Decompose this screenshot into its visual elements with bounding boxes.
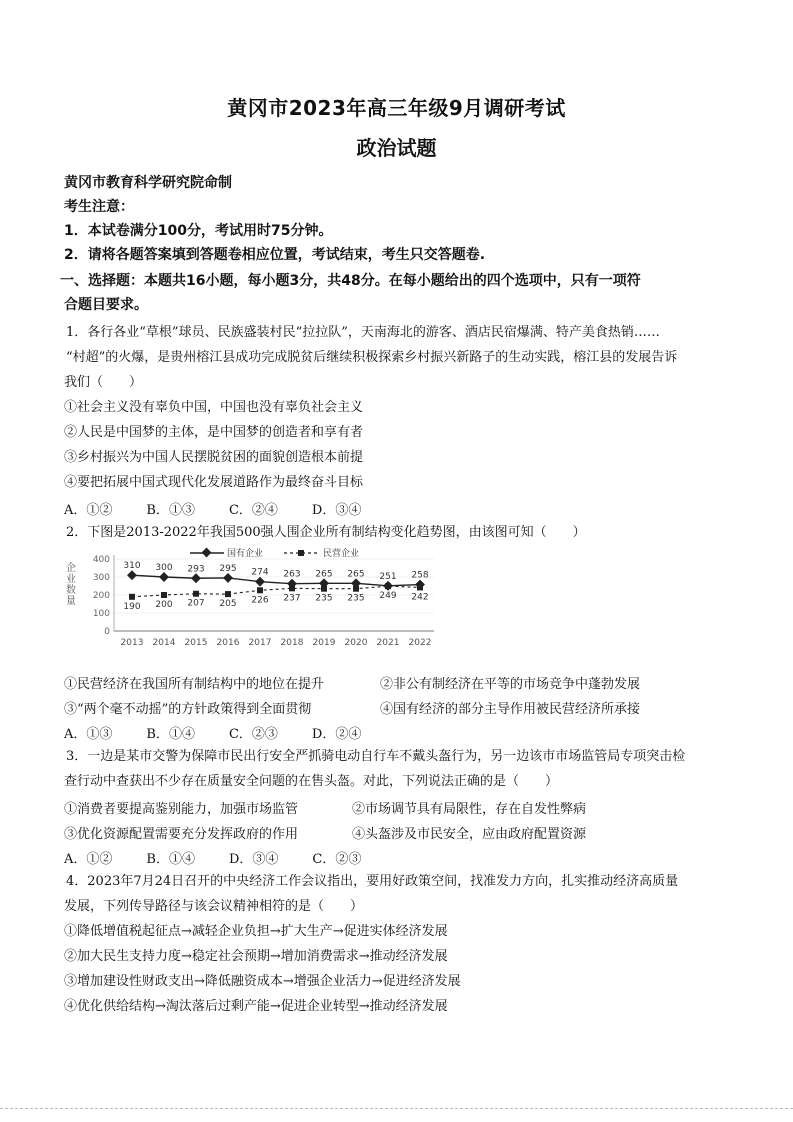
y-tick-label: 300 [92, 573, 110, 583]
q2-stem: 2．下图是2013-2022年我国500强人围企业所有制结构变化趋势图，由该图可知（ ） [66, 525, 586, 540]
q3-choices [64, 848, 395, 867]
y-tick-label: 200 [92, 591, 110, 601]
data-label-state: 265 [315, 569, 333, 580]
data-label-state: 274 [251, 567, 269, 578]
q1-stem-line-3: 我们（ ） [64, 375, 143, 390]
data-label-state: 310 [123, 561, 141, 572]
q3-statements-row-2 [64, 823, 587, 842]
y-axis-label-char: 数 [66, 585, 76, 596]
data-label-private: 235 [347, 593, 365, 604]
q2-choice-d[interactable]: D．②④ [311, 727, 362, 742]
ownership-trend-chart [64, 545, 444, 650]
q1-statement-3: ③乡村振兴为中国人民摆脱贫困的面貌创造根本前提 [64, 450, 364, 465]
q1-choice-c[interactable]: C．②④ [228, 503, 278, 518]
q2-statements-row-2 [64, 698, 641, 717]
data-label-state: 251 [379, 571, 397, 582]
q3-statement-1: ①消费者要提高鉴别能力，加强市场监管 [64, 802, 299, 817]
section-heading-line-1: 一、选择题：本题共16小题，每小题3分，共48分。在每小题给出的四个选项中，只有一项符 [60, 273, 641, 289]
point-state [223, 573, 233, 583]
q3-choice-b[interactable]: B．①④ [146, 852, 195, 867]
data-label-private: 205 [219, 599, 237, 610]
q3-choice-c[interactable]: C．②③ [312, 852, 362, 867]
q3-statement-2: ②市场调节具有局限性，存在自发性弊病 [352, 802, 587, 817]
x-tick-label: 2015 [184, 638, 208, 648]
data-label-state: 300 [155, 563, 173, 573]
q1-statement-4: ④要把拓展中国式现代化发展道路作为最终奋斗目标 [64, 475, 364, 490]
y-tick-label: 400 [92, 555, 110, 565]
data-label-private: 249 [379, 591, 397, 602]
q4-stem-line-2: 发展，下列传导路径与该会议精神相符的是（ ） [64, 899, 364, 914]
x-tick-label: 2022 [408, 638, 432, 648]
data-label-private: 207 [187, 598, 205, 609]
notice-item-1: 1．本试卷满分100分，考试用时75分钟。 [64, 223, 333, 239]
q4-stem-line-1: 4．2023年7月24日召开的中央经济工作会议指出，要用好政策空间，找准发力方向，扎实推动经济高质量 [66, 874, 679, 889]
x-tick-label: 2021 [376, 638, 400, 648]
x-tick-label: 2017 [248, 638, 272, 648]
data-label-private: 226 [251, 595, 269, 606]
q3-stem-line-2: 查行动中查获出不少存在质量安全问题的在售头盔。对此，下列说法正确的是（ ） [64, 774, 559, 789]
q1-choice-b[interactable]: B．①③ [146, 503, 195, 518]
q3-stem-line-1: 3．一边是某市交警为保障市民出行安全严抓骑电动自行车不戴头盔行为，另一边该市市场监管局专项突击检 [66, 749, 686, 764]
point-private [257, 587, 263, 593]
legend-label-private: 民营企业 [323, 549, 360, 559]
subject-title: 政治试题 [356, 136, 437, 160]
point-state [159, 572, 169, 582]
point-private [193, 591, 199, 597]
q1-stem-line-2: “村超”的火爆，是贵州榕江县成功完成脱贫后继续积极探索乡村振兴新路子的生动实践，榕江县的发展告诉 [66, 350, 678, 365]
x-tick-label: 2019 [312, 638, 336, 648]
legend-marker-private [298, 550, 304, 556]
y-tick-label: 100 [92, 609, 110, 619]
q2-statement-1: ①民营经济在我国所有制结构中的地位在提升 [64, 677, 325, 692]
q3-statements-row-1 [64, 798, 587, 817]
legend-marker-state [202, 548, 212, 558]
q1-statement-2: ②人民是中国梦的主体，是中国梦的创造者和享有者 [64, 425, 364, 440]
legend-label-state: 国有企业 [227, 549, 264, 559]
q1-statement-1: ①社会主义没有辜负中国，中国也没有辜负社会主义 [64, 400, 364, 415]
point-private [417, 584, 423, 590]
point-private [161, 592, 167, 598]
point-private [289, 585, 295, 591]
q2-choice-b[interactable]: B．①④ [146, 727, 195, 742]
q2-statement-4: ④国有经济的部分主导作用被民营经济所承接 [380, 702, 641, 717]
q2-statement-3: ③“两个毫不动摇”的方针政策得到全面贯彻 [64, 702, 312, 717]
q2-choices [64, 723, 395, 742]
data-label-private: 190 [123, 601, 141, 612]
section-heading-line-2: 合题目要求。 [64, 297, 148, 313]
point-private [321, 586, 327, 592]
point-private [225, 591, 231, 597]
q4-path-3: ③增加建设性财政支出→降低融资成本→增强企业活力→促进经济发展 [64, 974, 461, 989]
data-label-private: 235 [315, 593, 333, 604]
point-private [385, 583, 391, 589]
q2-choice-a[interactable]: A．①③ [64, 727, 113, 742]
x-tick-label: 2020 [344, 638, 368, 648]
x-tick-label: 2013 [120, 638, 144, 648]
y-tick-label: 0 [104, 627, 110, 637]
data-label-private: 200 [155, 600, 173, 610]
point-state [255, 577, 265, 587]
y-axis-label-char: 业 [66, 574, 76, 585]
q4-path-2: ②加大民生支持力度→稳定社会预期→增加消费需求→推动经济发展 [64, 949, 448, 964]
q1-choice-a[interactable]: A．①② [64, 503, 113, 518]
q4-path-1: ①降低增值税起征点→减轻企业负担→扩大生产→促进实体经济发展 [64, 924, 448, 939]
x-tick-label: 2016 [216, 638, 240, 648]
exam-title: 黄冈市2023年高三年级9月调研考试 [227, 96, 566, 120]
x-tick-label: 2014 [152, 638, 176, 648]
q2-statements-row-1 [64, 673, 641, 692]
issuer-line: 黄冈市教育科学研究院命制 [64, 175, 232, 191]
data-label-state: 295 [219, 563, 237, 574]
x-tick-label: 2018 [280, 638, 304, 648]
q1-choice-d[interactable]: D．③④ [311, 503, 362, 518]
q1-stem-line-1: 1．各行各业“草根”球员、民族盛装村民“拉拉队”，天南海北的游客、酒店民宿爆满、特产美食热销…… [66, 325, 660, 340]
q4-path-4: ④优化供给结构→淘汰落后过剩产能→促进企业转型→推动经济发展 [64, 999, 448, 1014]
page-bottom-rule [0, 1108, 793, 1109]
data-label-state: 258 [411, 570, 429, 581]
notice-label: 考生注意： [64, 199, 134, 215]
data-label-state: 265 [347, 569, 365, 580]
data-label-state: 263 [283, 569, 301, 580]
point-private [353, 586, 359, 592]
q3-choice-d[interactable]: D．③④ [228, 852, 279, 867]
q3-statement-4: ④头盔涉及市民安全，应由政府配置资源 [352, 827, 587, 842]
point-private [129, 594, 135, 600]
q3-statement-3: ③优化资源配置需要充分发挥政府的作用 [64, 827, 299, 842]
data-label-state: 293 [187, 564, 205, 575]
q1-choices [64, 499, 395, 518]
point-state [191, 573, 201, 583]
data-label-private: 242 [411, 592, 429, 603]
q2-choice-c[interactable]: C．②③ [228, 727, 278, 742]
notice-item-2: 2．请将各题答案填到答题卷相应位置，考试结束，考生只交答题卷. [64, 247, 486, 263]
point-state [127, 570, 137, 580]
y-axis-label-char: 企 [66, 563, 76, 574]
data-label-private: 237 [283, 593, 301, 604]
q2-statement-2: ②非公有制经济在平等的市场竞争中蓬勃发展 [380, 677, 641, 692]
y-axis-label-char: 量 [66, 596, 76, 607]
q3-choice-a[interactable]: A．①② [64, 852, 113, 867]
